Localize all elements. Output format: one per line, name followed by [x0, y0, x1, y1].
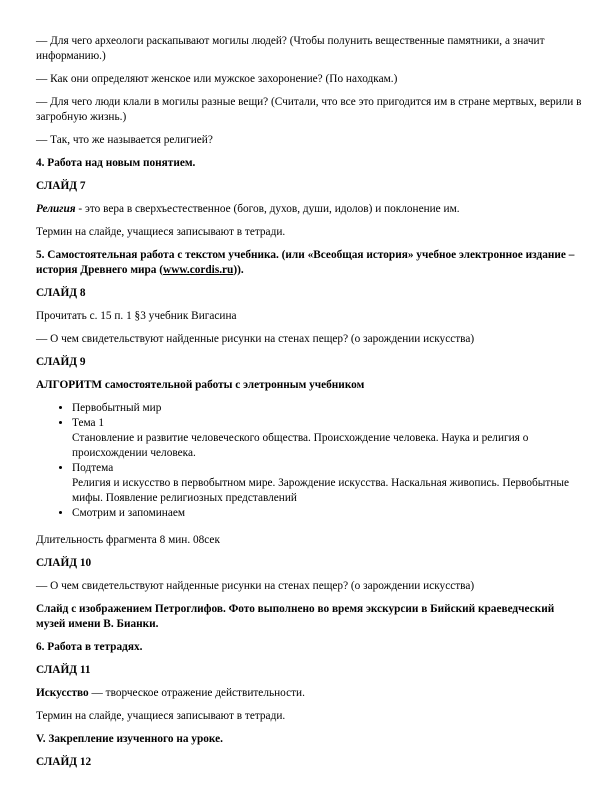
list-item-text: Подтема — [72, 462, 114, 474]
paragraph-art-definition — [36, 686, 586, 701]
section-5-text: 5. Самостоятельная работа с текстом учебника. (или «Всеобщая история» учебное электронное издание – история Древнего мира ( — [36, 249, 575, 276]
list-item-text: Тема 1 — [72, 417, 105, 429]
art-definition-text: — творческое отражение действительности. — [88, 687, 305, 699]
religion-definition-text: - это вера в сверхъестественное (богов, духов, души, идолов) и поклонение им. — [75, 203, 460, 215]
paragraph-term-note-2: Термин на слайде, учащиеся записывают в тетради. — [36, 710, 286, 722]
paragraph-question-archaeologists: — Для чего археологи раскапывают могилы людей? (Чтобы полунить вещественные памятники, а значит информанию.) — [36, 35, 545, 62]
term-art: Искусство — [36, 687, 89, 699]
list-item-text: Смотрим и запоминаем — [72, 507, 186, 519]
section-heading-6: 6. Работа в тетрадях. — [36, 641, 143, 653]
slide-label-7: СЛАЙД 7 — [36, 180, 86, 192]
paragraph-question-art-2: — О чем свидетельствуют найденные рисунки на стенах пещер? (о зарождении искусства) — [36, 580, 475, 592]
slide-label-11: СЛАЙД 11 — [36, 664, 91, 676]
cordis-link[interactable]: www.cordis.ru — [163, 264, 234, 276]
section-5-suffix: )). — [233, 264, 244, 276]
paragraph-question-grave-goods: — Для чего люди клали в могилы разные вещи? (Считали, что все это пригодится им в стране мертвых, верили в загробную жизнь.) — [36, 96, 582, 123]
list-item-subtext: Становление и развитие человеческого общества. Происхождение человека. Наука и религия о происхождении человека. — [72, 432, 529, 459]
list-item-text: Первобытный мир — [72, 402, 162, 414]
paragraph-question-burial: — Как они определяют женское или мужское захоронение? (По находкам.) — [36, 73, 398, 85]
algorithm-list — [36, 401, 586, 521]
list-item — [72, 416, 586, 461]
paragraph-term-note-1: Термин на слайде, учащиеся записывают в тетради. — [36, 226, 286, 238]
term-religion: Религия — [36, 203, 76, 215]
slide-label-8: СЛАЙД 8 — [36, 287, 86, 299]
paragraph-question-art-1: — О чем свидетельствуют найденные рисунки на стенах пещер? (о зарождении искусства) — [36, 333, 475, 345]
slide-label-12: СЛАЙД 12 — [36, 756, 92, 768]
list-item — [72, 401, 586, 416]
paragraph-read-task: Прочитать с. 15 п. 1 §3 учебник Вигасина — [36, 310, 237, 322]
list-item-subtext: Религия и искусство в первобытном мире. Зарождение искусства. Наскальная живопись. Первобытные мифы. Появление религиозных представлений — [72, 477, 569, 504]
section-heading-5 — [36, 248, 586, 278]
list-item — [72, 506, 586, 521]
slide-label-10: СЛАЙД 10 — [36, 557, 92, 569]
list-item — [72, 461, 586, 506]
document-body — [36, 34, 586, 778]
paragraph-question-religion: — Так, что же называется религией? — [36, 134, 213, 146]
paragraph-petroglyph-note: Слайд с изображением Петроглифов. Фото выполнено во время экскурсии в Бийский краеведческий музей имени В. Бианки. — [36, 603, 555, 630]
paragraph-duration: Длительность фрагмента 8 мин. 08сек — [36, 534, 220, 546]
section-heading-4: 4. Работа над новым понятием. — [36, 157, 196, 169]
paragraph-religion-definition — [36, 202, 586, 217]
slide-label-9: СЛАЙД 9 — [36, 356, 86, 368]
section-heading-V: V. Закрепление изученного на уроке. — [36, 733, 223, 745]
algorithm-title: АЛГОРИТМ самостоятельной работы с элетронным учебником — [36, 379, 365, 391]
